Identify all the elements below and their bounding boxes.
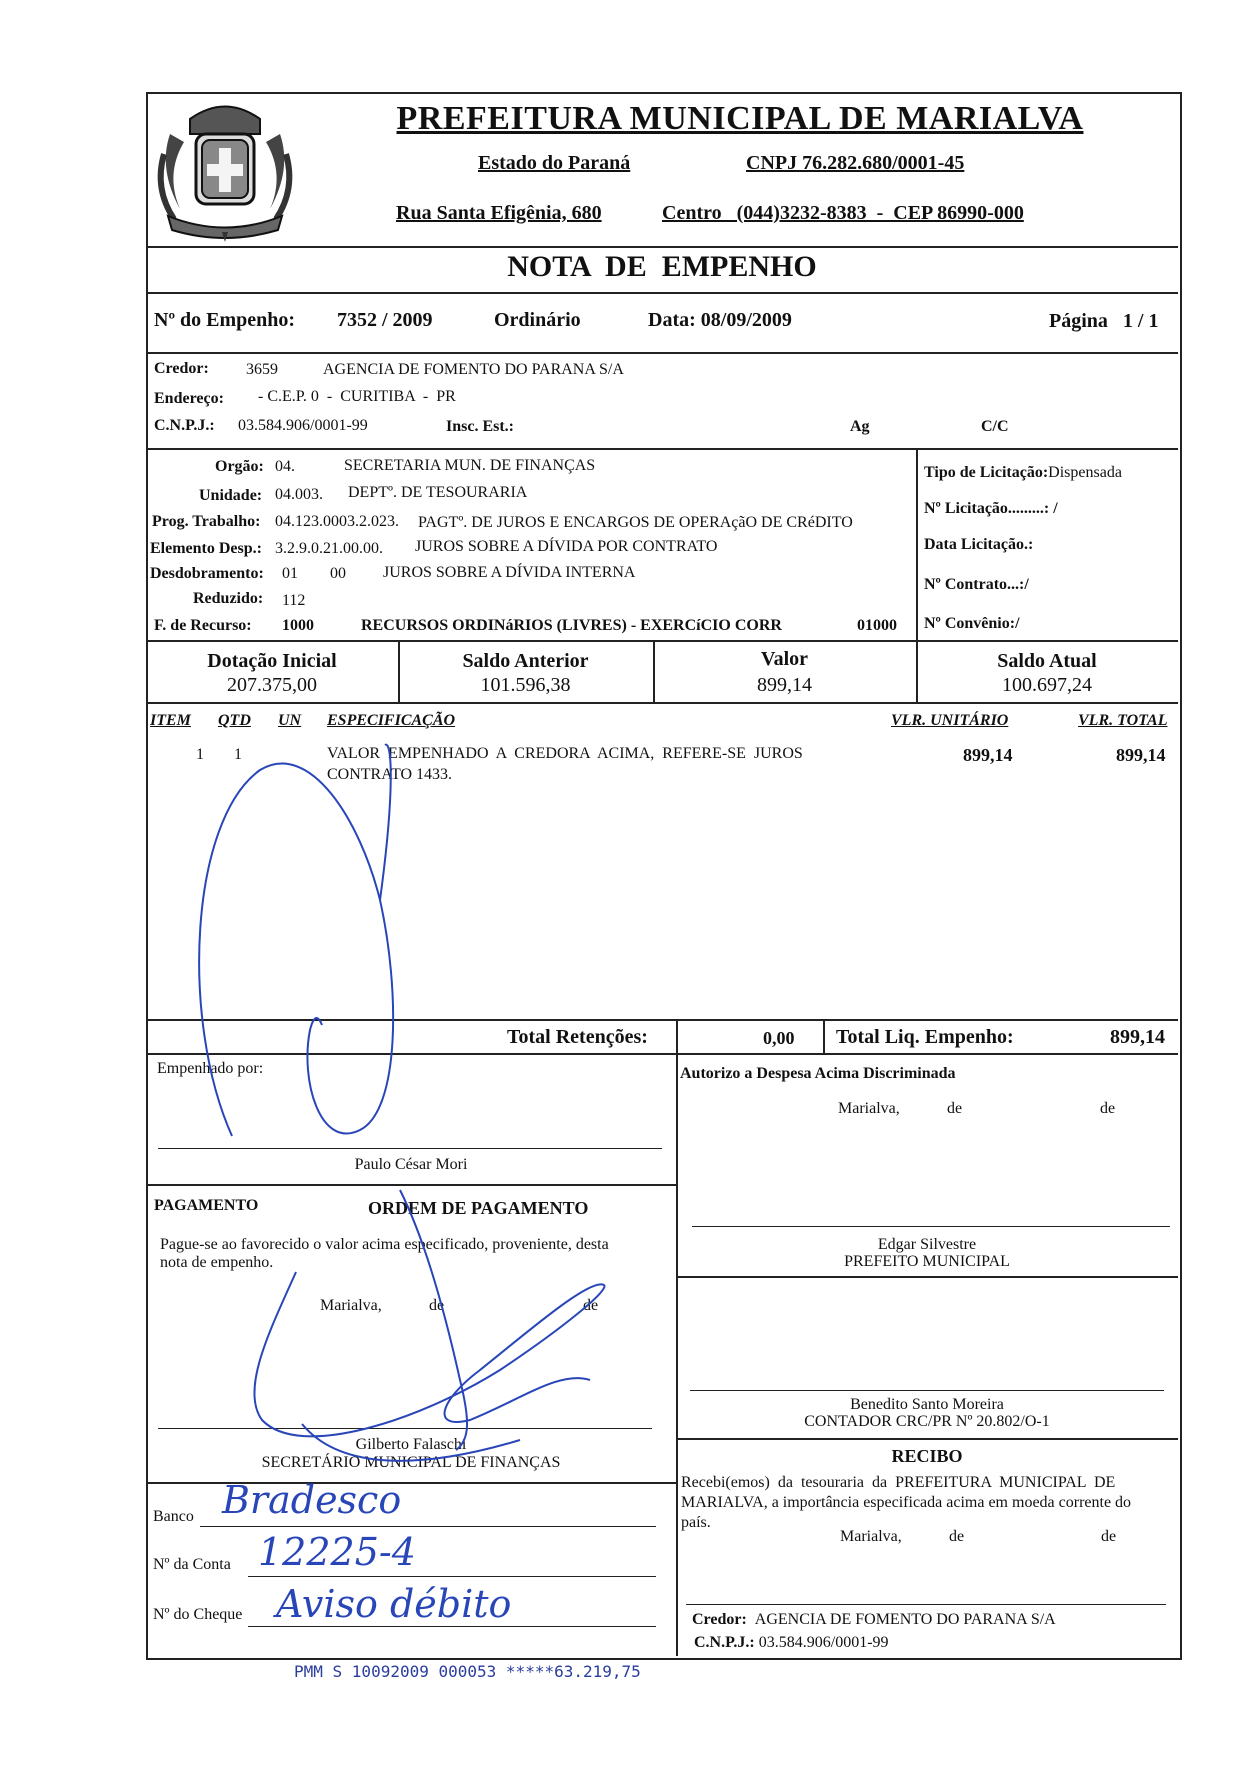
recibo-text: Recebi(emos) da tesouraria da PREFEITURA MUNICIPAL DE <box>681 1474 1116 1491</box>
conta-handwritten: 12225-4 <box>258 1530 416 1574</box>
orgao-code: 04. <box>275 458 295 475</box>
orgao-name: SECRETARIA MUN. DE FINANÇAS <box>344 457 596 474</box>
retencoes-value: 0,00 <box>763 1028 795 1048</box>
document-title: NOTA DE EMPENHO <box>507 250 817 283</box>
item-number: 1 <box>196 746 204 763</box>
recurso-name: RECURSOS ORDINáRIOS (LIVRES) - EXERCíCIO CORR <box>361 617 782 634</box>
reduzido-value: 112 <box>282 592 306 609</box>
col-vlr-unitario: VLR. UNITÁRIO <box>891 712 1009 729</box>
liquido-label: Total Liq. Empenho: <box>836 1026 1014 1048</box>
cc-label: C/C <box>981 418 1009 435</box>
divider <box>146 702 1178 704</box>
signature-line <box>692 1226 1170 1227</box>
item-vlr-total: 899,14 <box>1116 745 1166 765</box>
cnpj-text: CNPJ 76.282.680/0001-45 <box>746 152 965 174</box>
valor-label: Valor <box>760 648 809 670</box>
prog-name: PAGTº. DE JUROS E ENCARGOS DE OPERAçãO DE CRéDITO <box>418 514 853 531</box>
divider <box>146 1184 676 1186</box>
recibo-cnpj-value: 03.584.906/0001-99 <box>758 1634 889 1651</box>
autorizo-de2: de <box>1100 1100 1116 1117</box>
banco-label: Banco <box>153 1508 194 1525</box>
signature-line <box>158 1148 662 1149</box>
unidade-code: 04.003. <box>275 486 323 503</box>
pagamento-de2: de <box>583 1297 599 1314</box>
prefeito-name: Edgar Silvestre <box>877 1236 977 1253</box>
conta-label: Nº da Conta <box>153 1556 231 1573</box>
col-qtd: QTD <box>218 712 251 729</box>
desdob-b: 00 <box>330 565 346 582</box>
reduzido-label: Reduzido: <box>193 590 264 607</box>
elemento-label: Elemento Desp.: <box>150 540 262 557</box>
empenho-type: Ordinário <box>494 309 581 331</box>
credor-name: AGENCIA DE FOMENTO DO PARANA S/A <box>323 361 624 378</box>
recibo-cnpj <box>694 1634 889 1652</box>
cnpj-value: 03.584.906/0001-99 <box>238 417 368 434</box>
col-item: ITEM <box>150 712 191 729</box>
recibo-text-cont: MARIALVA, a importância especificada acima em moeda corrente do <box>681 1494 1132 1511</box>
coat-of-arms-logo <box>150 94 300 244</box>
divider <box>146 1053 1178 1055</box>
conta-line <box>248 1576 656 1577</box>
orgao-label: Orgão: <box>215 458 264 475</box>
bank-stamp: PMM S 10092009 000053 *****63.219,75 <box>294 1662 641 1681</box>
recurso-label: F. de Recurso: <box>154 617 252 634</box>
contador-role: CONTADOR CRC/PR Nº 20.802/O-1 <box>804 1413 1050 1430</box>
desdob-label: Desdobramento: <box>150 565 264 582</box>
desdob-a: 01 <box>282 565 298 582</box>
saldo-atual-label: Saldo Atual <box>997 650 1097 672</box>
empenhado-name: Paulo César Mori <box>354 1156 468 1173</box>
recibo-text-end: país. <box>681 1514 711 1531</box>
state-text: Estado do Paraná <box>478 152 631 174</box>
divider <box>146 1019 1178 1021</box>
divider <box>823 1019 825 1053</box>
page-number: Página 1 / 1 <box>1049 310 1159 332</box>
item-vlr-unitario: 899,14 <box>963 745 1013 765</box>
unidade-label: Unidade: <box>199 487 263 504</box>
liquido-value: 899,14 <box>1110 1026 1165 1048</box>
page-title: PREFEITURA MUNICIPAL DE MARIALVA <box>396 100 1084 137</box>
recibo-de2: de <box>1101 1528 1117 1545</box>
valor-value: 899,14 <box>757 674 812 696</box>
autorizo-place: Marialva, <box>838 1100 900 1117</box>
empenho-number: 7352 / 2009 <box>337 309 433 331</box>
signature-line <box>686 1604 1166 1605</box>
licitacao-tipo <box>924 464 1122 482</box>
cheque-handwritten: Aviso débito <box>276 1582 512 1626</box>
pagamento-place: Marialva, <box>320 1297 382 1314</box>
divider <box>146 292 1178 294</box>
pagamento-de1: de <box>429 1297 445 1314</box>
empenho-number-label: Nº do Empenho: <box>154 309 296 331</box>
contact-text: Centro (044)3232-8383 - CEP 86990-000 <box>662 202 1024 224</box>
divider <box>676 1019 678 1656</box>
recibo-place: Marialva, <box>840 1528 902 1545</box>
autorizo-de1: de <box>947 1100 963 1117</box>
address-label: Endereço: <box>154 390 224 407</box>
elemento-code: 3.2.9.0.21.00.00. <box>275 540 383 557</box>
prog-label: Prog. Trabalho: <box>152 513 261 530</box>
banco-handwritten: Bradesco <box>222 1478 402 1522</box>
address-text: Rua Santa Efigênia, 680 <box>396 202 602 224</box>
saldo-anterior-value: 101.596,38 <box>480 674 571 696</box>
divider <box>676 1438 1178 1440</box>
divider <box>146 246 1178 248</box>
licitacao-data: Data Licitação.: <box>924 536 1034 553</box>
secretario-role: SECRETÁRIO MUNICIPAL DE FINANÇAS <box>261 1454 561 1471</box>
recurso-num: 01000 <box>857 617 897 634</box>
divider <box>146 352 1178 354</box>
pagamento-label: PAGAMENTO <box>154 1197 259 1214</box>
signature-line <box>158 1428 652 1429</box>
credor-label: Credor: <box>154 360 209 377</box>
recibo-credor-label: Credor: <box>692 1611 747 1628</box>
saldo-anterior-label: Saldo Anterior <box>462 650 589 672</box>
saldo-atual-value: 100.697,24 <box>1002 674 1092 696</box>
divider <box>676 1276 1178 1278</box>
empenho-date: Data: 08/09/2009 <box>648 309 792 331</box>
autorizo-label: Autorizo a Despesa Acima Discriminada <box>680 1065 956 1082</box>
cnpj-label: C.N.P.J.: <box>154 417 215 434</box>
ag-label: Ag <box>850 418 870 435</box>
pagamento-text: Pague-se ao favorecido o valor acima especificado, proveniente, desta <box>160 1236 609 1253</box>
recurso-code: 1000 <box>282 617 314 634</box>
elemento-name: JUROS SOBRE A DÍVIDA POR CONTRATO <box>415 538 718 555</box>
col-un: UN <box>278 712 302 729</box>
contador-name: Benedito Santo Moreira <box>850 1396 1004 1413</box>
item-qtd: 1 <box>234 746 242 763</box>
empenhado-label: Empenhado por: <box>157 1060 264 1077</box>
col-especificacao: ESPECIFICAÇÃO <box>327 712 456 729</box>
signature-line <box>690 1390 1164 1391</box>
banco-line <box>200 1526 656 1527</box>
licitacao-tipo-label: Tipo de Licitação: <box>924 464 1049 481</box>
dotacao-value: 207.375,00 <box>227 674 317 696</box>
licitacao-numero: Nº Licitação.........: / <box>924 500 1058 517</box>
insc-label: Insc. Est.: <box>446 418 515 435</box>
col-vlr-total: VLR. TOTAL <box>1078 712 1168 729</box>
cheque-label: Nº do Cheque <box>153 1606 243 1623</box>
dotacao-label: Dotação Inicial <box>207 650 337 672</box>
licitacao-tipo-value: Dispensada <box>1048 464 1122 481</box>
recibo-cnpj-label: C.N.P.J.: <box>694 1634 755 1651</box>
divider <box>146 448 1178 450</box>
item-description-cont: CONTRATO 1433. <box>327 766 453 783</box>
convenio-number: Nº Convênio:/ <box>924 615 1020 632</box>
address-value: - C.E.P. 0 - CURITIBA - PR <box>258 388 456 405</box>
prefeito-role: PREFEITO MUNICIPAL <box>844 1253 1010 1270</box>
recibo-credor-name: AGENCIA DE FOMENTO DO PARANA S/A <box>754 1611 1056 1628</box>
recibo-credor <box>692 1611 1056 1629</box>
divider <box>146 640 1178 642</box>
ordem-label: ORDEM DE PAGAMENTO <box>368 1198 589 1218</box>
contrato-number: Nº Contrato...:/ <box>924 576 1029 593</box>
recibo-de1: de <box>949 1528 965 1545</box>
prog-code: 04.123.0003.2.023. <box>275 513 399 530</box>
retencoes-label: Total Retenções: <box>507 1026 648 1048</box>
pagamento-text-cont: nota de empenho. <box>160 1254 274 1271</box>
unidade-name: DEPTº. DE TESOURARIA <box>348 484 528 501</box>
secretario-name: Gilberto Falaschi <box>355 1436 467 1453</box>
recibo-label: RECIBO <box>891 1446 963 1466</box>
item-description: VALOR EMPENHADO A CREDORA ACIMA, REFERE-SE JUROS <box>327 745 803 762</box>
credor-code: 3659 <box>246 361 278 378</box>
cheque-line <box>248 1626 656 1627</box>
desdob-name: JUROS SOBRE A DÍVIDA INTERNA <box>383 564 636 581</box>
